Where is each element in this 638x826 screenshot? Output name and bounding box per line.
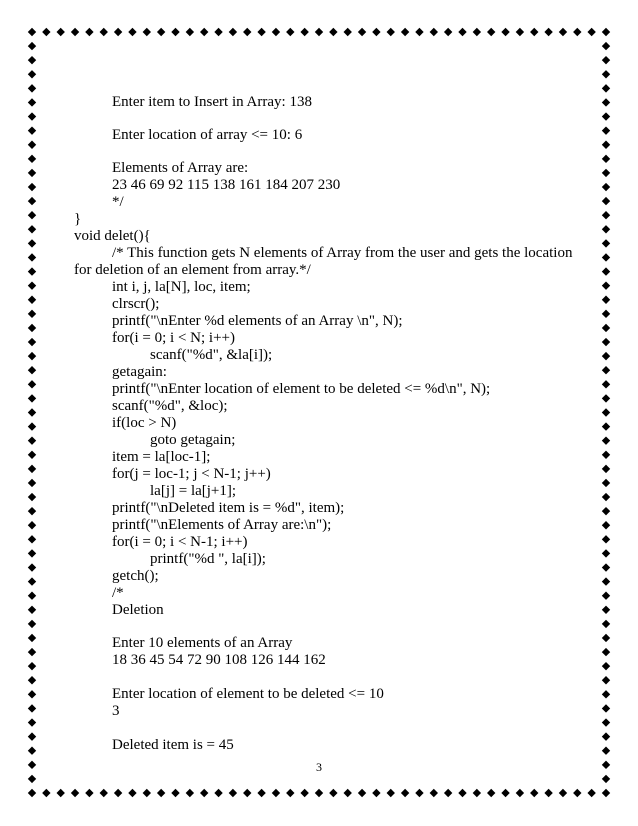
diamond-icon (602, 84, 610, 92)
diamond-icon (28, 28, 36, 36)
diamond-icon (28, 704, 36, 712)
diamond-icon (28, 338, 36, 346)
diamond-icon (28, 789, 36, 797)
diamond-icon (28, 648, 36, 656)
diamond-icon (71, 789, 79, 797)
text-line: Enter item to Insert in Array: 138 (112, 94, 312, 110)
diamond-icon (315, 28, 323, 36)
diamond-icon (28, 620, 36, 628)
diamond-icon (602, 366, 610, 374)
diamond-icon (516, 789, 524, 797)
diamond-icon (28, 267, 36, 275)
diamond-icon (286, 28, 294, 36)
diamond-icon (602, 606, 610, 614)
diamond-icon (28, 225, 36, 233)
diamond-icon (71, 28, 79, 36)
diamond-icon (186, 28, 194, 36)
diamond-icon (272, 28, 280, 36)
diamond-icon (28, 436, 36, 444)
diamond-icon (602, 239, 610, 247)
diamond-icon (28, 408, 36, 416)
diamond-icon (602, 493, 610, 501)
diamond-icon (28, 112, 36, 120)
diamond-icon (257, 28, 265, 36)
diamond-icon (602, 70, 610, 78)
diamond-icon (28, 676, 36, 684)
text-line: 23 46 69 92 115 138 161 184 207 230 (112, 177, 341, 193)
diamond-icon (42, 28, 50, 36)
text-line: goto getagain; (150, 432, 236, 448)
diamond-icon (559, 789, 567, 797)
diamond-icon (28, 183, 36, 191)
diamond-icon (602, 761, 610, 769)
diamond-icon (28, 479, 36, 487)
diamond-icon (602, 42, 610, 50)
text-line: for(j = loc-1; j < N-1; j++) (112, 466, 271, 482)
diamond-icon (28, 197, 36, 205)
text-line: printf("\nEnter %d elements of an Array \n", N); (112, 313, 403, 329)
diamond-icon (430, 28, 438, 36)
diamond-icon (114, 789, 122, 797)
diamond-icon (28, 521, 36, 529)
diamond-icon (28, 324, 36, 332)
diamond-icon (28, 169, 36, 177)
diamond-icon (602, 352, 610, 360)
page-number: 3 (316, 760, 322, 774)
text-line: Elements of Array are: (112, 160, 249, 176)
diamond-icon (28, 606, 36, 614)
diamond-icon (559, 28, 567, 36)
diamond-icon (28, 352, 36, 360)
diamond-icon (315, 789, 323, 797)
text-line: 3 (112, 703, 120, 719)
diamond-icon (28, 761, 36, 769)
text-line: printf("\nEnter location of element to be deleted <= %d\n", N); (112, 381, 491, 397)
diamond-icon (329, 28, 337, 36)
text-line: printf("\nElements of Array are:\n"); (112, 517, 332, 533)
text-line: scanf("%d", &la[i]); (150, 347, 273, 363)
diamond-icon (372, 789, 380, 797)
diamond-icon (229, 28, 237, 36)
diamond-icon (602, 507, 610, 515)
diamond-icon (501, 28, 509, 36)
text-line: Deletion (112, 602, 164, 618)
diamond-icon (128, 28, 136, 36)
diamond-icon (157, 789, 165, 797)
diamond-icon (200, 28, 208, 36)
diamond-icon (602, 324, 610, 332)
diamond-icon (602, 535, 610, 543)
diamond-icon (28, 690, 36, 698)
diamond-icon (28, 70, 36, 78)
diamond-icon (171, 28, 179, 36)
diamond-icon (602, 281, 610, 289)
diamond-icon (602, 563, 610, 571)
diamond-icon (157, 28, 165, 36)
diamond-icon (487, 789, 495, 797)
diamond-icon (444, 28, 452, 36)
diamond-icon (587, 789, 595, 797)
diamond-icon (28, 493, 36, 501)
diamond-icon (602, 408, 610, 416)
diamond-icon (358, 789, 366, 797)
diamond-icon (214, 28, 222, 36)
diamond-icon (387, 28, 395, 36)
diamond-icon (28, 451, 36, 459)
text-line: printf("%d ", la[i]); (150, 551, 266, 567)
diamond-icon (300, 789, 308, 797)
diamond-icon (344, 789, 352, 797)
diamond-icon (358, 28, 366, 36)
diamond-icon (28, 507, 36, 515)
diamond-icon (544, 28, 552, 36)
diamond-icon (602, 436, 610, 444)
diamond-icon (602, 451, 610, 459)
diamond-icon (28, 281, 36, 289)
diamond-icon (602, 28, 610, 36)
text-line: clrscr(); (112, 296, 160, 312)
diamond-icon (602, 690, 610, 698)
diamond-icon (28, 662, 36, 670)
diamond-icon (602, 141, 610, 149)
text-line: item = la[loc-1]; (112, 449, 211, 465)
diamond-icon (28, 549, 36, 557)
text-line: } (74, 211, 82, 227)
diamond-icon (602, 549, 610, 557)
text-line: la[j] = la[j+1]; (150, 483, 237, 499)
diamond-icon (28, 42, 36, 50)
diamond-icon (602, 56, 610, 64)
diamond-icon (28, 84, 36, 92)
diamond-icon (602, 310, 610, 318)
diamond-icon (28, 775, 36, 783)
diamond-icon (28, 56, 36, 64)
diamond-icon (415, 28, 423, 36)
diamond-icon (458, 28, 466, 36)
diamond-icon (473, 789, 481, 797)
diamond-icon (602, 267, 610, 275)
diamond-icon (602, 704, 610, 712)
diamond-icon (214, 789, 222, 797)
diamond-icon (544, 789, 552, 797)
diamond-icon (602, 394, 610, 402)
diamond-icon (28, 310, 36, 318)
diamond-icon (286, 789, 294, 797)
diamond-icon (602, 225, 610, 233)
text-line: scanf("%d", &loc); (112, 398, 228, 414)
diamond-icon (171, 789, 179, 797)
diamond-icon (28, 563, 36, 571)
diamond-icon (602, 620, 610, 628)
diamond-icon (128, 789, 136, 797)
diamond-icon (28, 577, 36, 585)
text-line: printf("\nDeleted item is = %d", item); (112, 500, 345, 516)
diamond-icon (28, 394, 36, 402)
diamond-icon (487, 28, 495, 36)
diamond-icon (28, 718, 36, 726)
text-line: /* (112, 585, 124, 601)
diamond-icon (587, 28, 595, 36)
diamond-icon (42, 789, 50, 797)
diamond-icon (300, 28, 308, 36)
diamond-icon (602, 183, 610, 191)
text-line: */ (112, 194, 124, 210)
text-line: if(loc > N) (112, 415, 177, 431)
text-line: Deleted item is = 45 (112, 737, 234, 753)
diamond-icon (28, 141, 36, 149)
diamond-icon (401, 28, 409, 36)
diamond-icon (602, 380, 610, 388)
diamond-icon (458, 789, 466, 797)
diamond-icon (530, 28, 538, 36)
diamond-icon (602, 577, 610, 585)
text-line: void delet(){ (74, 228, 151, 244)
diamond-icon (573, 789, 581, 797)
diamond-icon (444, 789, 452, 797)
diamond-icon (85, 789, 93, 797)
diamond-icon (28, 126, 36, 134)
diamond-icon (602, 338, 610, 346)
diamond-icon (602, 662, 610, 670)
diamond-icon (602, 676, 610, 684)
diamond-icon (602, 112, 610, 120)
diamond-icon (57, 28, 65, 36)
diamond-icon (28, 239, 36, 247)
diamond-icon (143, 28, 151, 36)
diamond-icon (372, 28, 380, 36)
diamond-icon (28, 296, 36, 304)
diamond-icon (257, 789, 265, 797)
text-line: for(i = 0; i < N; i++) (112, 330, 235, 346)
diamond-icon (602, 718, 610, 726)
diamond-icon (344, 28, 352, 36)
text-line: 18 36 45 54 72 90 108 126 144 162 (112, 652, 326, 668)
text-line: for deletion of an element from array.*/ (74, 262, 311, 278)
text-line: Enter location of array <= 10: 6 (112, 127, 303, 143)
diamond-icon (602, 126, 610, 134)
diamond-icon (602, 479, 610, 487)
diamond-icon (28, 535, 36, 543)
diamond-icon (602, 253, 610, 261)
diamond-icon (143, 789, 151, 797)
diamond-icon (602, 521, 610, 529)
diamond-icon (114, 28, 122, 36)
diamond-icon (602, 592, 610, 600)
diamond-icon (243, 28, 251, 36)
diamond-icon (28, 253, 36, 261)
diamond-icon (28, 634, 36, 642)
diamond-icon (602, 422, 610, 430)
text-line: getch(); (112, 568, 159, 584)
diamond-icon (28, 465, 36, 473)
diamond-icon (530, 789, 538, 797)
diamond-icon (28, 366, 36, 374)
diamond-icon (401, 789, 409, 797)
diamond-icon (501, 789, 509, 797)
diamond-icon (28, 211, 36, 219)
diamond-icon (602, 98, 610, 106)
diamond-icon (602, 197, 610, 205)
diamond-icon (100, 789, 108, 797)
diamond-icon (200, 789, 208, 797)
diamond-icon (329, 789, 337, 797)
text-line: Enter 10 elements of an Array (112, 635, 293, 651)
diamond-icon (243, 789, 251, 797)
text-line: for(i = 0; i < N-1; i++) (112, 534, 248, 550)
diamond-icon (602, 155, 610, 163)
diamond-icon (430, 789, 438, 797)
diamond-icon (602, 211, 610, 219)
diamond-icon (387, 789, 395, 797)
diamond-icon (272, 789, 280, 797)
diamond-icon (57, 789, 65, 797)
text-line: int i, j, la[N], loc, item; (112, 279, 251, 295)
diamond-icon (28, 155, 36, 163)
diamond-icon (602, 169, 610, 177)
diamond-icon (100, 28, 108, 36)
diamond-icon (28, 592, 36, 600)
diamond-icon (28, 98, 36, 106)
diamond-icon (602, 747, 610, 755)
diamond-icon (602, 634, 610, 642)
diamond-icon (602, 789, 610, 797)
diamond-icon (602, 465, 610, 473)
text-line: Enter location of element to be deleted <= 10 (112, 686, 384, 702)
diamond-icon (602, 648, 610, 656)
diamond-icon (28, 747, 36, 755)
diamond-icon (516, 28, 524, 36)
diamond-icon (85, 28, 93, 36)
diamond-icon (28, 380, 36, 388)
text-line: getagain: (112, 364, 167, 380)
diamond-icon (602, 296, 610, 304)
diamond-icon (186, 789, 194, 797)
diamond-icon (602, 732, 610, 740)
diamond-icon (573, 28, 581, 36)
diamond-icon (28, 732, 36, 740)
diamond-icon (229, 789, 237, 797)
text-line: /* This function gets N elements of Array from the user and gets the location (112, 245, 573, 261)
diamond-icon (28, 422, 36, 430)
diamond-icon (415, 789, 423, 797)
diamond-icon (473, 28, 481, 36)
diamond-icon (602, 775, 610, 783)
